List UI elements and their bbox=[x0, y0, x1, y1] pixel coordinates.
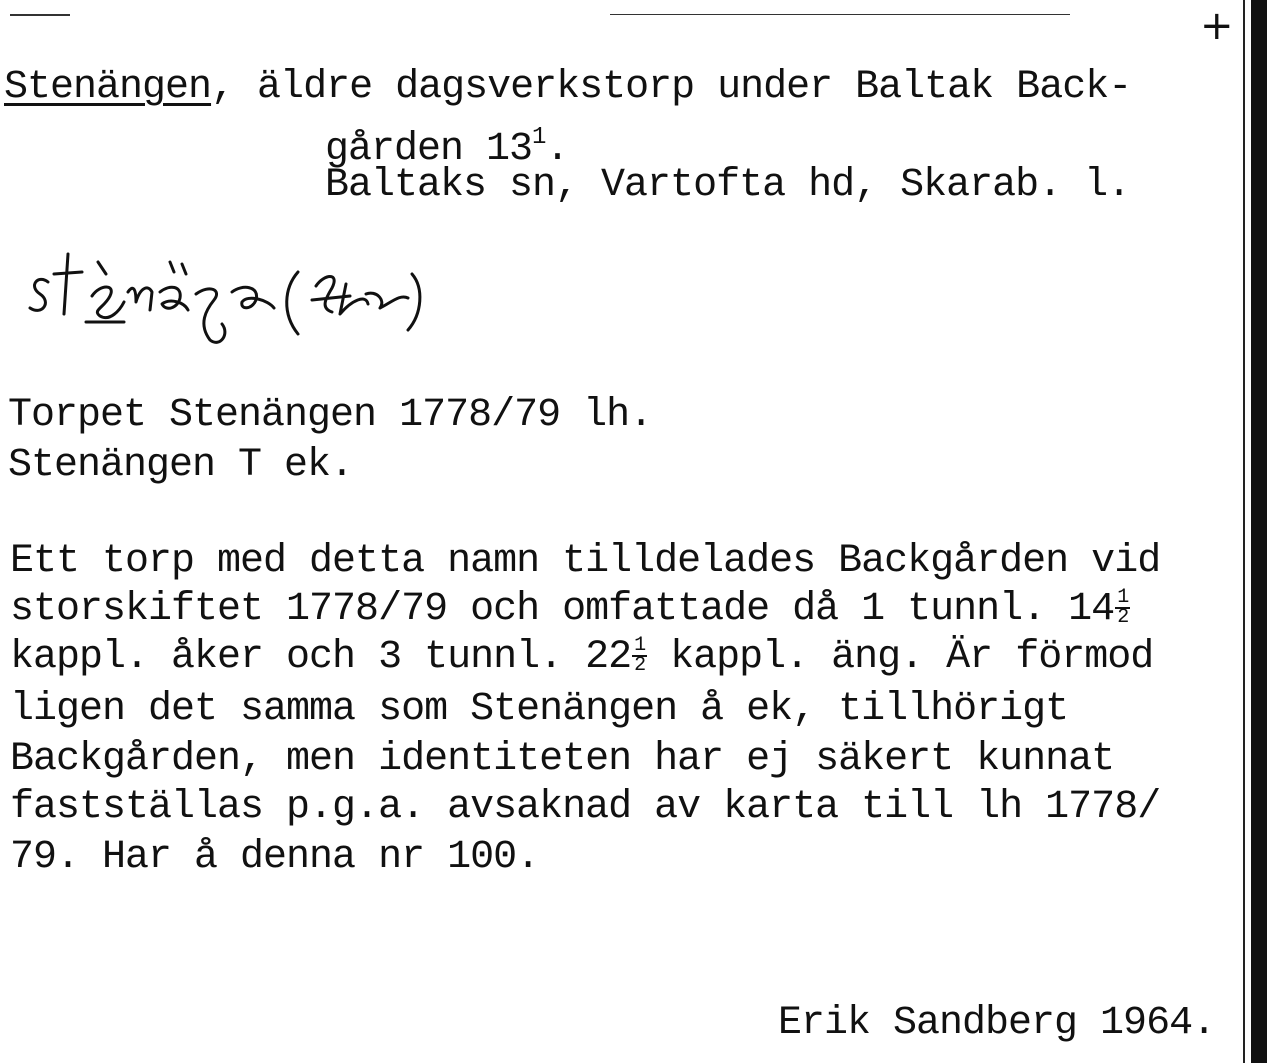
heading-description: , äldre dagsverkstorp under Baltak Back- bbox=[211, 65, 1132, 110]
card-edge-shadow bbox=[1251, 0, 1267, 1063]
corner-plus-mark: + bbox=[1200, 3, 1234, 49]
fraction-half bbox=[1115, 586, 1130, 630]
heading-superscript: 1 bbox=[532, 124, 546, 151]
scan-artifact-line bbox=[10, 14, 70, 16]
fraction-numerator: 1 bbox=[634, 634, 646, 658]
heading-line-2-text: gården 13 bbox=[325, 127, 533, 172]
source-line-1: Torpet Stenängen 1778/79 lh. bbox=[8, 393, 653, 438]
source-line-2: Stenängen T ek. bbox=[8, 443, 354, 488]
fraction-half bbox=[632, 634, 647, 678]
card-edge-line bbox=[1243, 0, 1245, 1063]
fraction-numerator: 1 bbox=[1117, 586, 1129, 610]
fraction-denominator: 2 bbox=[1117, 606, 1129, 630]
signature: Erik Sandberg 1964. bbox=[778, 1001, 1216, 1046]
heading-line-2-end: . bbox=[545, 127, 569, 172]
fraction-denominator: 2 bbox=[634, 654, 646, 678]
body-line-5: Backgården, men identiteten har ej säkert kunnat bbox=[10, 737, 1115, 782]
place-name: Stenängen bbox=[4, 65, 212, 110]
body-line-4: ligen det samma som Stenängen å ek, tillhörigt bbox=[10, 687, 1069, 732]
body-line-1: Ett torp med detta namn tilldelades Backgården vid bbox=[10, 539, 1161, 584]
heading-line-1 bbox=[4, 66, 1131, 110]
body-line-2 bbox=[10, 588, 1130, 632]
heading-line-3: Baltaks sn, Vartofta hd, Skarab. l. bbox=[325, 163, 1131, 208]
scan-artifact-line bbox=[610, 14, 1070, 15]
body-line-6: fastställas p.g.a. avsaknad av karta till lh 1778/ bbox=[10, 785, 1161, 830]
body-line-3 bbox=[10, 636, 1153, 680]
body-line-3-text-b: kappl. äng. Är förmod bbox=[647, 635, 1154, 680]
handwritten-pronunciation bbox=[20, 244, 620, 354]
body-line-2-text: storskiftet 1778/79 och omfattade då 1 tunnl. 14 bbox=[10, 587, 1115, 632]
body-line-3-text-a: kappl. åker och 3 tunnl. 22 bbox=[10, 635, 632, 680]
body-line-7: 79. Har å denna nr 100. bbox=[10, 835, 540, 880]
